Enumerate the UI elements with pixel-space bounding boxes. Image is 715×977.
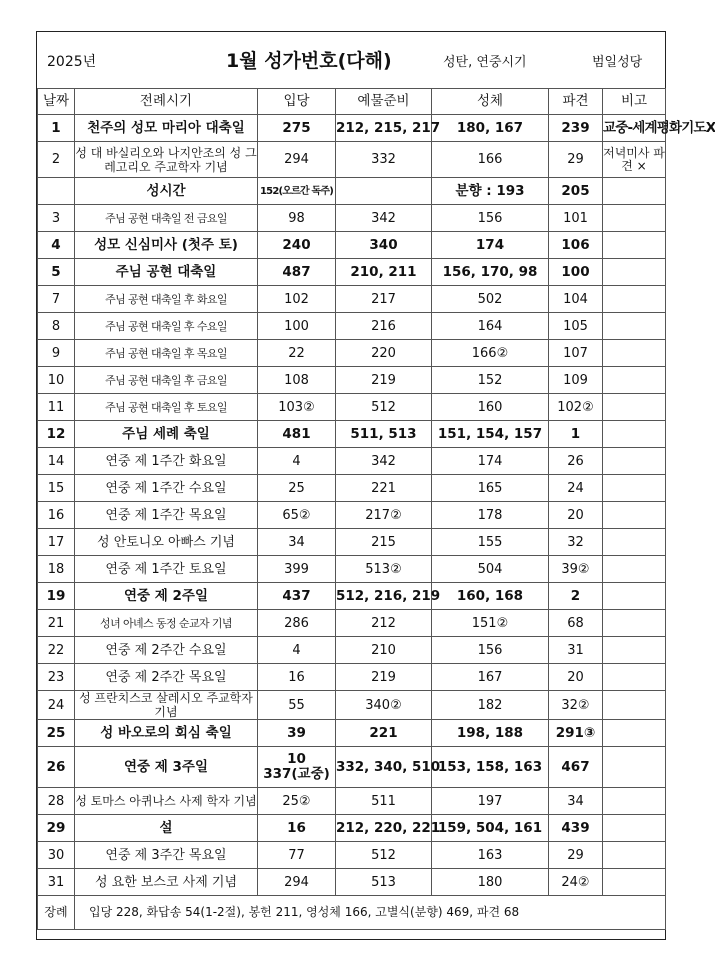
table-body [38, 115, 715, 930]
offertory-cell: 340 [336, 232, 432, 259]
dismissal-cell: 2 [549, 583, 603, 610]
liturgy-cell: 연중 제 3주간 목요일 [75, 842, 258, 869]
communion-cell: 174 [432, 232, 549, 259]
parish-name: 범일성당 [592, 55, 643, 70]
offertory-cell: 221 [336, 475, 432, 502]
liturgy-cell: 성 프란치스코 살레시오 주교학자 기념 [75, 691, 258, 720]
dismissal-cell: 101 [549, 205, 603, 232]
offertory-cell: 221 [336, 720, 432, 747]
entrance-cell: 399 [258, 556, 336, 583]
note-cell [603, 313, 666, 340]
date-cell: 29 [38, 815, 75, 842]
dismissal-cell: 109 [549, 367, 603, 394]
table-row [38, 720, 666, 747]
note-cell [603, 637, 666, 664]
table-row [38, 869, 666, 896]
communion-cell: 분향 : 193 [432, 178, 549, 205]
communion-cell: 164 [432, 313, 549, 340]
note-cell [603, 529, 666, 556]
table-row [38, 313, 666, 340]
table-row [38, 286, 666, 313]
table-row [38, 259, 666, 286]
communion-cell: 151, 154, 157 [432, 421, 549, 448]
entrance-cell: 100 [258, 313, 336, 340]
season-label: 성탄, 연중시기 [443, 55, 527, 70]
liturgy-cell: 연중 제 2주간 목요일 [75, 664, 258, 691]
offertory-cell: 332 [336, 142, 432, 178]
dismissal-cell: 291③ [549, 720, 603, 747]
note-cell [603, 502, 666, 529]
note-cell [603, 178, 666, 205]
footer-row [38, 896, 666, 930]
offertory-cell: 216 [336, 313, 432, 340]
funeral-label: 장례 [38, 896, 75, 930]
table-row [38, 610, 666, 637]
col-header-entrance: 입당 [258, 89, 336, 115]
offertory-cell: 217② [336, 502, 432, 529]
offertory-cell: 215 [336, 529, 432, 556]
offertory-cell: 210 [336, 637, 432, 664]
col-header-offertory: 예물준비 [336, 89, 432, 115]
dismissal-cell: 24 [549, 475, 603, 502]
entrance-cell: 275 [258, 115, 336, 142]
table-row [38, 205, 666, 232]
dismissal-cell: 68 [549, 610, 603, 637]
entrance-cell: 55 [258, 691, 336, 720]
liturgy-cell: 성 요한 보스코 사제 기념 [75, 869, 258, 896]
offertory-cell: 342 [336, 448, 432, 475]
liturgy-cell: 성 토마스 아퀴나스 사제 학자 기념 [75, 788, 258, 815]
date-cell [38, 178, 75, 205]
liturgy-cell: 연중 제 1주간 목요일 [75, 502, 258, 529]
note-cell [603, 367, 666, 394]
table-row [38, 815, 666, 842]
dismissal-cell: 29 [549, 842, 603, 869]
communion-cell: 160 [432, 394, 549, 421]
communion-cell: 180, 167 [432, 115, 549, 142]
table-row [38, 556, 666, 583]
date-cell: 19 [38, 583, 75, 610]
entrance-cell: 25② [258, 788, 336, 815]
entrance-cell: 65② [258, 502, 336, 529]
communion-cell: 178 [432, 502, 549, 529]
note-cell [603, 815, 666, 842]
date-cell: 8 [38, 313, 75, 340]
table-row [38, 448, 666, 475]
communion-cell: 163 [432, 842, 549, 869]
table-row [38, 788, 666, 815]
dismissal-cell: 20 [549, 502, 603, 529]
entrance-cell: 102 [258, 286, 336, 313]
offertory-cell: 513 [336, 869, 432, 896]
date-cell: 2 [38, 142, 75, 178]
liturgy-cell: 주님 공현 대축일 후 금요일 [75, 367, 258, 394]
table-row [38, 178, 666, 205]
communion-cell: 160, 168 [432, 583, 549, 610]
communion-cell: 152 [432, 367, 549, 394]
liturgy-cell: 성시간 [75, 178, 258, 205]
dismissal-cell: 205 [549, 178, 603, 205]
table-row [38, 367, 666, 394]
note-cell [603, 842, 666, 869]
liturgy-cell: 연중 제 1주간 토요일 [75, 556, 258, 583]
dismissal-cell: 32 [549, 529, 603, 556]
date-cell: 14 [38, 448, 75, 475]
liturgy-cell: 성 바오로의 회심 축일 [75, 720, 258, 747]
communion-cell: 166② [432, 340, 549, 367]
date-cell: 26 [38, 747, 75, 788]
date-cell: 3 [38, 205, 75, 232]
offertory-cell: 219 [336, 664, 432, 691]
liturgy-cell: 성 안토니오 아빠스 기념 [75, 529, 258, 556]
entrance-cell: 108 [258, 367, 336, 394]
entrance-cell: 481 [258, 421, 336, 448]
offertory-cell: 212, 220, 221 [336, 815, 432, 842]
dismissal-cell: 106 [549, 232, 603, 259]
liturgy-cell: 주님 공현 대축일 후 토요일 [75, 394, 258, 421]
offertory-cell: 220 [336, 340, 432, 367]
note-cell: 저녁미사 파견 × [603, 142, 666, 178]
date-cell: 17 [38, 529, 75, 556]
liturgy-cell: 연중 제 2주일 [75, 583, 258, 610]
table-row [38, 842, 666, 869]
date-cell: 7 [38, 286, 75, 313]
liturgy-cell: 설 [75, 815, 258, 842]
communion-cell: 155 [432, 529, 549, 556]
dismissal-cell: 29 [549, 142, 603, 178]
table-header-row [38, 89, 666, 115]
hymn-table [37, 88, 715, 930]
dismissal-cell: 239 [549, 115, 603, 142]
liturgy-cell: 주님 공현 대축일 전 금요일 [75, 205, 258, 232]
note-cell [603, 475, 666, 502]
entrance-cell: 294 [258, 142, 336, 178]
dismissal-cell: 34 [549, 788, 603, 815]
note-cell [603, 788, 666, 815]
offertory-cell: 342 [336, 205, 432, 232]
communion-cell: 156 [432, 205, 549, 232]
offertory-cell: 511 [336, 788, 432, 815]
offertory-cell: 219 [336, 367, 432, 394]
date-cell: 31 [38, 869, 75, 896]
entrance-cell: 286 [258, 610, 336, 637]
offertory-cell: 217 [336, 286, 432, 313]
communion-cell: 504 [432, 556, 549, 583]
note-cell [603, 205, 666, 232]
col-header-note: 비고 [603, 89, 666, 115]
entrance-cell: 34 [258, 529, 336, 556]
date-cell: 10 [38, 367, 75, 394]
sheet-header [37, 32, 665, 89]
col-header-dismissal: 파견 [549, 89, 603, 115]
communion-cell: 156, 170, 98 [432, 259, 549, 286]
communion-cell: 197 [432, 788, 549, 815]
table-row [38, 475, 666, 502]
date-cell: 18 [38, 556, 75, 583]
communion-cell: 167 [432, 664, 549, 691]
note-cell [603, 340, 666, 367]
note-cell [603, 720, 666, 747]
liturgy-cell: 연중 제 1주간 화요일 [75, 448, 258, 475]
entrance-cell: 487 [258, 259, 336, 286]
entrance-cell: 4 [258, 448, 336, 475]
note-cell: 교중-세계평화기도X [603, 115, 666, 142]
entrance-cell: 294 [258, 869, 336, 896]
entrance-cell: 22 [258, 340, 336, 367]
date-cell: 11 [38, 394, 75, 421]
communion-cell: 153, 158, 163 [432, 747, 549, 788]
communion-cell: 165 [432, 475, 549, 502]
table-row [38, 394, 666, 421]
communion-cell: 198, 188 [432, 720, 549, 747]
liturgy-cell: 주님 공현 대축일 후 목요일 [75, 340, 258, 367]
entrance-cell: 16 [258, 815, 336, 842]
offertory-cell: 512, 216, 219 [336, 583, 432, 610]
note-cell [603, 448, 666, 475]
dismissal-cell: 39② [549, 556, 603, 583]
dismissal-cell: 104 [549, 286, 603, 313]
liturgy-cell: 성녀 아녜스 동정 순교자 기념 [75, 610, 258, 637]
note-cell [603, 556, 666, 583]
date-cell: 23 [38, 664, 75, 691]
offertory-cell: 513② [336, 556, 432, 583]
dismissal-cell: 102② [549, 394, 603, 421]
liturgy-cell: 연중 제 1주간 수요일 [75, 475, 258, 502]
communion-cell: 166 [432, 142, 549, 178]
entrance-cell: 16 [258, 664, 336, 691]
note-cell [603, 286, 666, 313]
communion-cell: 182 [432, 691, 549, 720]
liturgy-cell: 성 대 바실리오와 나지안조의 성 그레고리오 주교학자 기념 [75, 142, 258, 178]
note-cell [603, 610, 666, 637]
table-row [38, 142, 666, 178]
liturgy-cell: 주님 공현 대축일 후 화요일 [75, 286, 258, 313]
dismissal-cell: 26 [549, 448, 603, 475]
table-row [38, 529, 666, 556]
offertory-cell: 340② [336, 691, 432, 720]
date-cell: 24 [38, 691, 75, 720]
hymn-schedule-sheet [36, 31, 715, 940]
liturgy-cell: 주님 세례 축일 [75, 421, 258, 448]
communion-cell: 156 [432, 637, 549, 664]
table-row [38, 502, 666, 529]
dismissal-cell: 107 [549, 340, 603, 367]
offertory-cell: 212 [336, 610, 432, 637]
liturgy-cell: 연중 제 2주간 수요일 [75, 637, 258, 664]
page-title: 1월 성가번호(다해) [226, 50, 392, 72]
note-cell [603, 394, 666, 421]
dismissal-cell: 1 [549, 421, 603, 448]
offertory-cell [336, 178, 432, 205]
liturgy-cell: 성모 신심미사 (첫주 토) [75, 232, 258, 259]
table-row [38, 691, 666, 720]
entrance-cell: 4 [258, 637, 336, 664]
communion-cell: 174 [432, 448, 549, 475]
date-cell: 30 [38, 842, 75, 869]
date-cell: 5 [38, 259, 75, 286]
dismissal-cell: 467 [549, 747, 603, 788]
table-row [38, 340, 666, 367]
col-header-date: 날짜 [38, 89, 75, 115]
note-cell [603, 421, 666, 448]
date-cell: 9 [38, 340, 75, 367]
entrance-cell: 10 337(교중) [258, 747, 336, 788]
table-row [38, 421, 666, 448]
entrance-cell: 437 [258, 583, 336, 610]
note-cell [603, 747, 666, 788]
dismissal-cell: 24② [549, 869, 603, 896]
communion-cell: 151② [432, 610, 549, 637]
table-row [38, 583, 666, 610]
entrance-cell: 152(오르간 독주) [258, 178, 336, 205]
note-cell [603, 259, 666, 286]
note-cell [603, 664, 666, 691]
year-label: 2025년 [47, 54, 97, 70]
dismissal-cell: 32② [549, 691, 603, 720]
date-cell: 21 [38, 610, 75, 637]
funeral-hymns: 입당 228, 화답송 54(1-2절), 봉헌 211, 영성체 166, 고별식(분향) 469, 파견 68 [75, 896, 666, 930]
offertory-cell: 212, 215, 217 [336, 115, 432, 142]
liturgy-cell: 연중 제 3주일 [75, 747, 258, 788]
date-cell: 22 [38, 637, 75, 664]
offertory-cell: 511, 513 [336, 421, 432, 448]
dismissal-cell: 31 [549, 637, 603, 664]
table-row [38, 747, 666, 788]
entrance-cell: 39 [258, 720, 336, 747]
date-cell: 25 [38, 720, 75, 747]
communion-cell: 502 [432, 286, 549, 313]
note-cell [603, 691, 666, 720]
table-row [38, 232, 666, 259]
date-cell: 16 [38, 502, 75, 529]
date-cell: 15 [38, 475, 75, 502]
offertory-cell: 332, 340, 510 [336, 747, 432, 788]
dismissal-cell: 439 [549, 815, 603, 842]
note-cell [603, 583, 666, 610]
offertory-cell: 512 [336, 842, 432, 869]
entrance-cell: 98 [258, 205, 336, 232]
date-cell: 12 [38, 421, 75, 448]
entrance-cell: 240 [258, 232, 336, 259]
note-cell [603, 232, 666, 259]
dismissal-cell: 20 [549, 664, 603, 691]
table-row [38, 637, 666, 664]
liturgy-cell: 주님 공현 대축일 후 수요일 [75, 313, 258, 340]
entrance-cell: 77 [258, 842, 336, 869]
table-row [38, 664, 666, 691]
liturgy-cell: 천주의 성모 마리아 대축일 [75, 115, 258, 142]
dismissal-cell: 100 [549, 259, 603, 286]
note-cell [603, 869, 666, 896]
table-row [38, 115, 666, 142]
date-cell: 4 [38, 232, 75, 259]
col-header-communion: 성체 [432, 89, 549, 115]
col-header-liturgy: 전례시기 [75, 89, 258, 115]
communion-cell: 159, 504, 161 [432, 815, 549, 842]
liturgy-cell: 주님 공현 대축일 [75, 259, 258, 286]
dismissal-cell: 105 [549, 313, 603, 340]
entrance-cell: 103② [258, 394, 336, 421]
offertory-cell: 210, 211 [336, 259, 432, 286]
communion-cell: 180 [432, 869, 549, 896]
date-cell: 1 [38, 115, 75, 142]
offertory-cell: 512 [336, 394, 432, 421]
entrance-cell: 25 [258, 475, 336, 502]
date-cell: 28 [38, 788, 75, 815]
